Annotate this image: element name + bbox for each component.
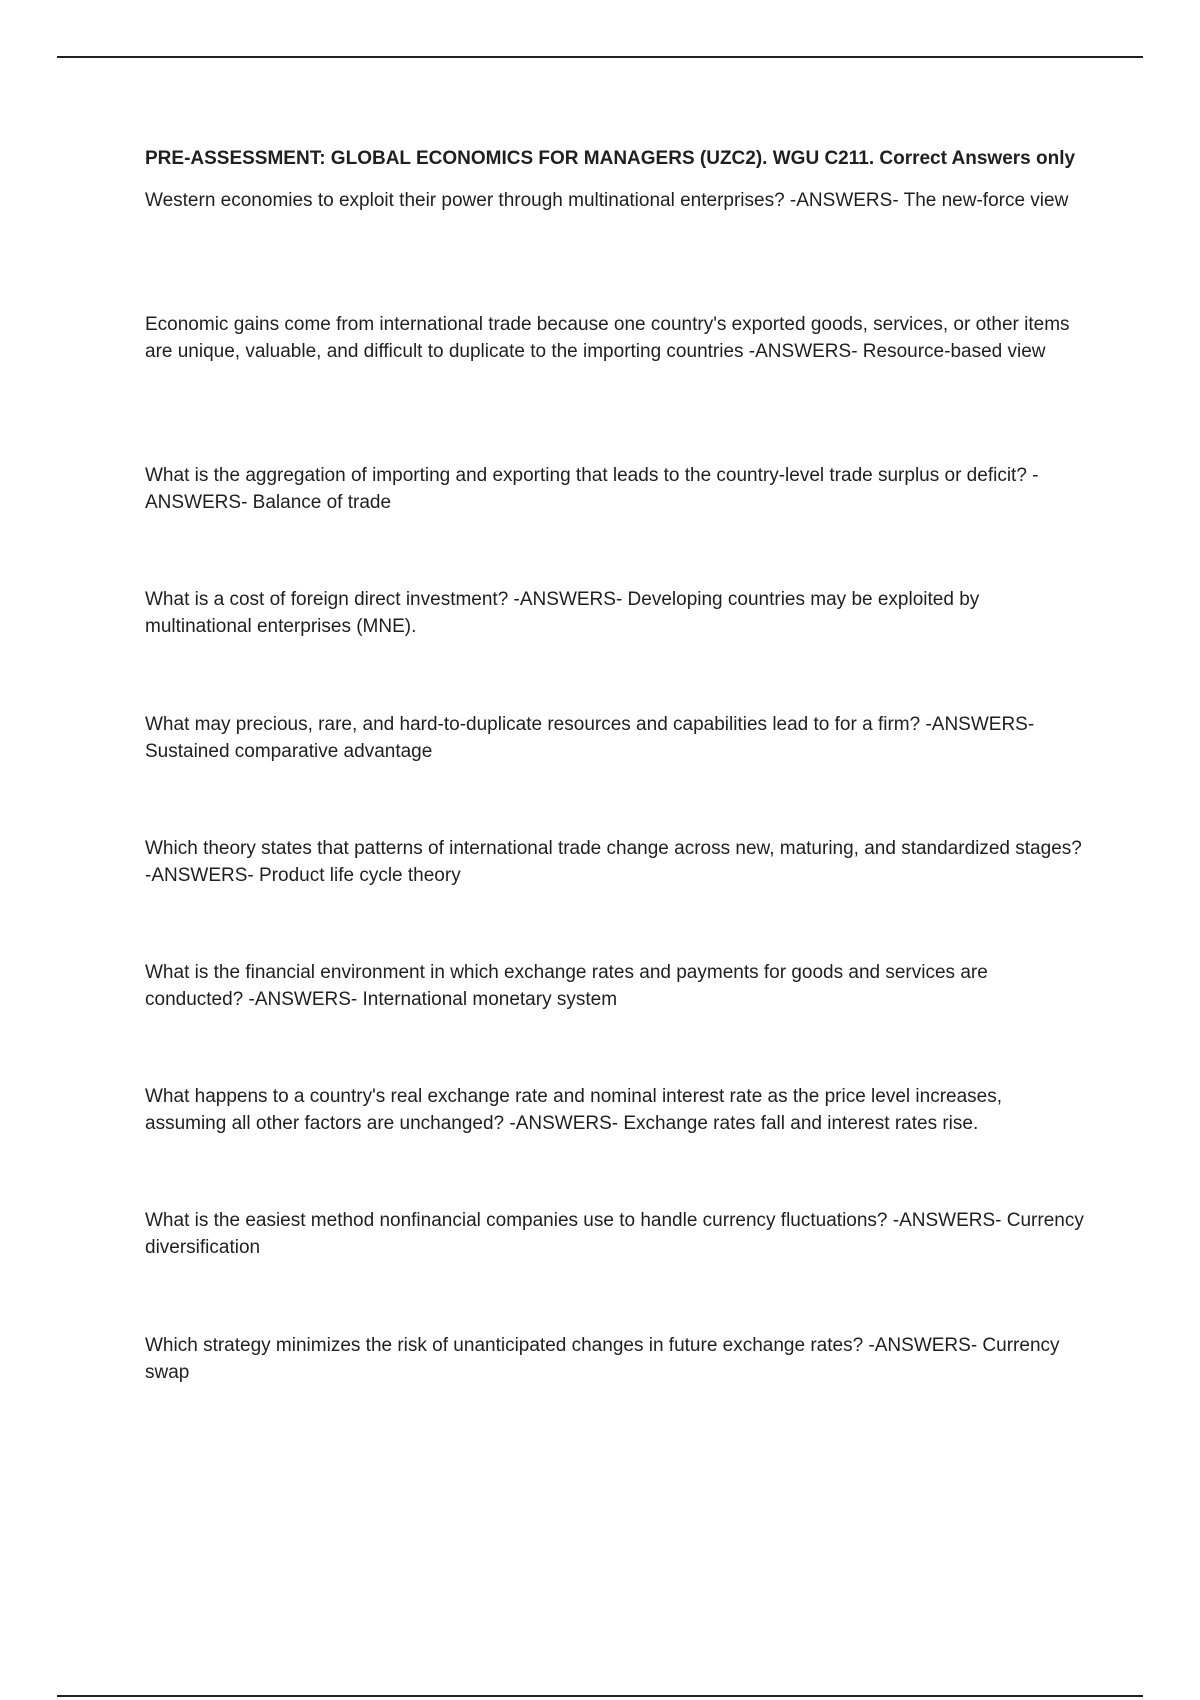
qa-item-4: What is a cost of foreign direct investment? -ANSWERS- Developing countries may be exploited by multinational enterprises (MNE). <box>145 589 980 637</box>
qa-item-2: Economic gains come from international trade because one country's exported goods, services, or other items are unique, valuable, and difficult to duplicate to the importing countries -ANSWERS- Resource-based view <box>145 314 1070 362</box>
qa-item-1: Western economies to exploit their power through multinational enterprises? -ANSWERS- The new-force view <box>145 190 1069 211</box>
qa-item-7: What is the financial environment in which exchange rates and payments for goods and services are conducted? -ANSWERS- International monetary system <box>145 962 988 1010</box>
document-title: PRE-ASSESSMENT: GLOBAL ECONOMICS FOR MANAGERS (UZC2). WGU C211. Correct Answers only <box>145 148 1076 169</box>
bottom-divider <box>57 1695 1143 1697</box>
qa-item-6: Which theory states that patterns of international trade change across new, maturing, and standardized stages? -ANSWERS- Product life cycle theory <box>145 838 1082 886</box>
qa-item-10: Which strategy minimizes the risk of unanticipated changes in future exchange rates? -ANSWERS- Currency swap <box>145 1335 1060 1383</box>
top-divider <box>57 56 1143 58</box>
qa-item-3: What is the aggregation of importing and exporting that leads to the country-level trade surplus or deficit? -ANSWERS- Balance of trade <box>145 465 1039 513</box>
document-body <box>145 145 1085 1383</box>
qa-item-5: What may precious, rare, and hard-to-duplicate resources and capabilities lead to for a firm? -ANSWERS- Sustained comparative advantage <box>145 714 1035 762</box>
qa-item-9: What is the easiest method nonfinancial companies use to handle currency fluctuations? -ANSWERS- Currency diversification <box>145 1210 1084 1258</box>
qa-item-8: What happens to a country's real exchange rate and nominal interest rate as the price level increases, assuming all other factors are unchanged? -ANSWERS- Exchange rates fall and interest rates rise. <box>145 1086 1002 1134</box>
